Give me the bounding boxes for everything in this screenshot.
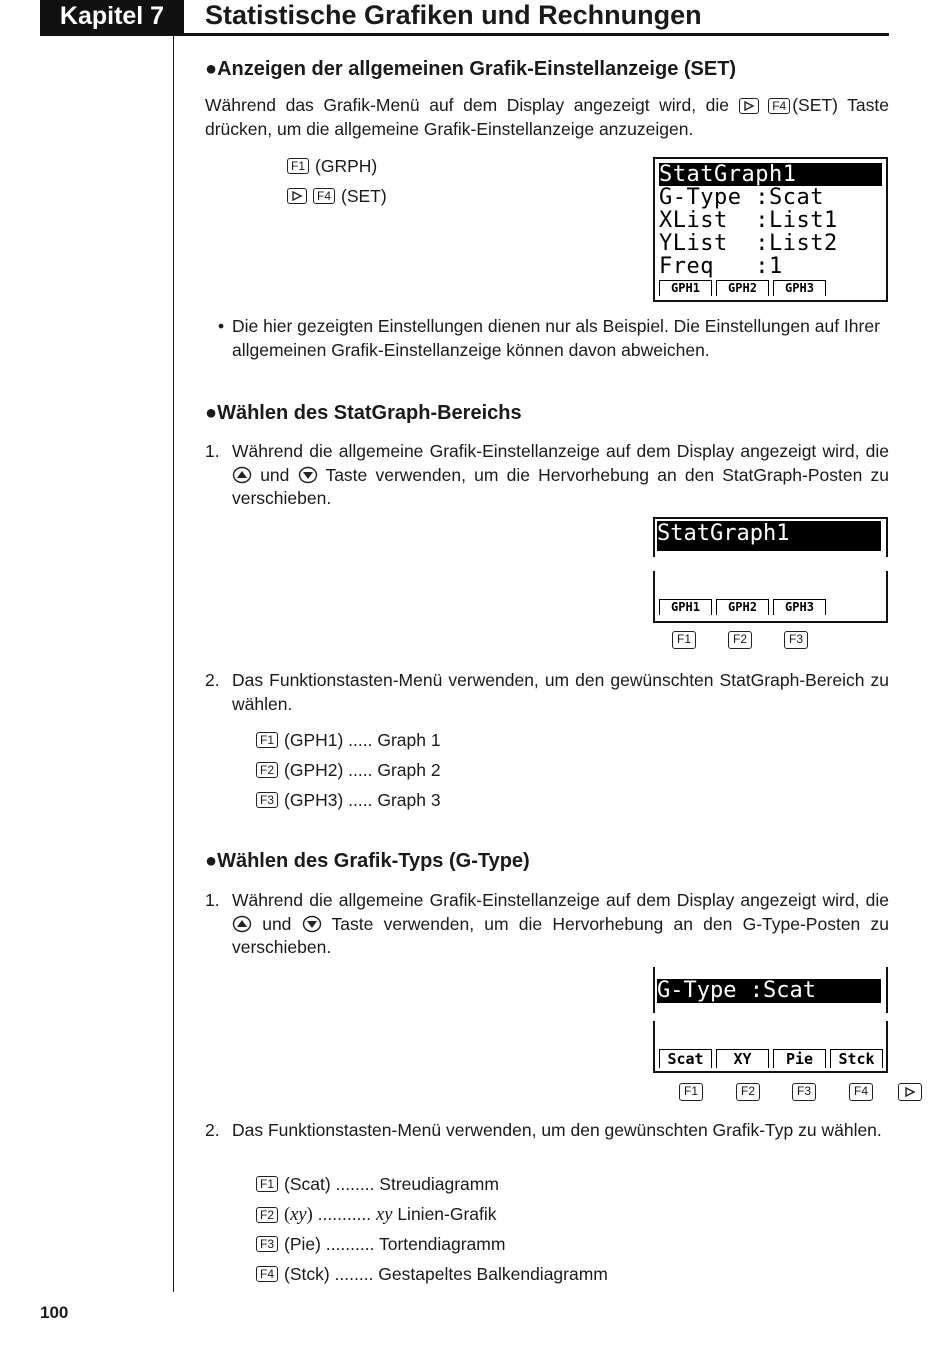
step-text-a: Während die allgemeine Grafik-Einstellanzeige auf dem Display angezeigt wird, die xyxy=(232,441,889,461)
f3-key-icon: F3 xyxy=(792,1083,816,1101)
down-arrow-key-icon xyxy=(302,914,322,934)
calculator-screen-statgraph xyxy=(653,517,888,625)
f2-key-icon: F2 xyxy=(256,762,278,778)
f1-key-icon: F1 xyxy=(287,158,309,174)
step-text-b: Taste verwenden, um die Hervorhebung an den G-Type-Posten zu verschieben. xyxy=(232,913,889,957)
option-gph1 xyxy=(256,729,441,751)
option-text: (Scat) ........ Streudiagramm xyxy=(284,1174,499,1194)
menu-gph2: GPH2 xyxy=(716,599,769,615)
menu-gph1: GPH1 xyxy=(659,599,712,615)
menu-stck: Stck xyxy=(830,1049,883,1068)
option-xy xyxy=(256,1203,497,1226)
heading-gtype: ●Wählen des Grafik-Typs (G-Type) xyxy=(205,850,530,872)
menu-gph2: GPH2 xyxy=(716,280,769,296)
chapter-title: Statistische Grafiken und Rechnungen xyxy=(205,0,702,30)
step-text: Das Funktionstasten-Menü verwenden, um den gewünschten StatGraph-Bereich zu wählen. xyxy=(232,670,889,714)
paragraph-set-text-a: Während das Grafik-Menü auf dem Display angezeigt wird, die xyxy=(205,95,730,115)
step-set-text: (SET) xyxy=(341,186,387,206)
option-text: (Stck) ........ Gestapeltes Balkendiagramm xyxy=(284,1264,608,1284)
f4-key-icon: F4 xyxy=(256,1266,278,1282)
up-arrow-key-icon xyxy=(232,914,252,934)
menu-gph1: GPH1 xyxy=(659,280,712,296)
f3-key-icon: F3 xyxy=(784,631,808,649)
gtype-step-2 xyxy=(205,1119,889,1143)
step-text-and: und xyxy=(262,913,292,934)
step-number: 1. xyxy=(205,441,220,461)
option-gph3 xyxy=(256,789,441,811)
screen-function-menu xyxy=(659,599,826,615)
chapter-label: Kapitel 7 xyxy=(40,0,184,35)
statgraph-step-2 xyxy=(205,669,889,716)
screen-line-gtype: G-Type :Scat xyxy=(657,979,881,1003)
header-rule xyxy=(40,33,889,36)
option-gph2 xyxy=(256,759,441,781)
screen-line-ylist: YList :List2 xyxy=(659,232,838,255)
option-pie xyxy=(256,1233,505,1255)
option-stck xyxy=(256,1263,608,1285)
option-open-paren: ( xyxy=(284,1205,291,1225)
f3-key-icon: F3 xyxy=(256,792,278,808)
note xyxy=(218,315,889,362)
up-arrow-key-icon xyxy=(232,465,252,485)
screen-line-xlist: XList :List1 xyxy=(659,209,838,232)
f4-key-icon: F4 xyxy=(313,188,335,204)
option-xy-italic: xy xyxy=(290,1205,307,1225)
calculator-screen-set xyxy=(653,157,888,302)
f1-key-icon: F1 xyxy=(256,732,278,748)
down-arrow-key-icon xyxy=(298,465,318,485)
step-text-b: Taste verwenden, um die Hervorhebung an den StatGraph-Posten zu verschieben. xyxy=(232,464,889,508)
option-text: (Pie) .......... Tortendiagramm xyxy=(284,1234,506,1254)
heading-statgraph: ●Wählen des StatGraph-Bereichs xyxy=(205,402,522,424)
right-arrow-key-icon xyxy=(739,98,759,114)
screen-line-statgraph: StatGraph1 xyxy=(657,521,881,551)
paragraph-set xyxy=(205,94,889,141)
step-set xyxy=(287,185,387,207)
option-text: (GPH2) ..... Graph 2 xyxy=(284,760,441,780)
f4-key-icon: F4 xyxy=(768,98,790,114)
step-text-and: und xyxy=(260,464,290,485)
page-number: 100 xyxy=(40,1303,69,1322)
step-number: 2. xyxy=(205,670,220,690)
option-text: (GPH3) ..... Graph 3 xyxy=(284,790,441,810)
step-grph xyxy=(287,155,377,177)
f2-key-icon: F2 xyxy=(736,1083,760,1101)
f1-key-icon: F1 xyxy=(679,1083,703,1101)
menu-pie: Pie xyxy=(773,1049,826,1068)
step-text-a: Während die allgemeine Grafik-Einstellanzeige auf dem Display angezeigt wird, die xyxy=(232,890,889,910)
step-number: 2. xyxy=(205,1120,220,1140)
menu-gph3: GPH3 xyxy=(773,280,826,296)
note-bullet: • xyxy=(218,316,225,336)
screen-line-statgraph: StatGraph1 xyxy=(659,163,882,186)
screen-function-menu xyxy=(659,1049,883,1068)
menu-gph3: GPH3 xyxy=(773,599,826,615)
step-number: 1. xyxy=(205,890,220,910)
f3-key-icon: F3 xyxy=(256,1236,278,1252)
gtype-step-1 xyxy=(205,889,889,960)
menu-xy: XY xyxy=(716,1049,769,1068)
calculator-screen-gtype xyxy=(653,967,888,1075)
f2-key-icon: F2 xyxy=(256,1207,278,1223)
screen-line-freq: Freq :1 xyxy=(659,255,783,278)
screen-line-gtype: G-Type :Scat xyxy=(659,186,824,209)
option-text: Linien-Grafik xyxy=(397,1204,497,1224)
paragraph-set-text-b: (SET) Taste drücken, um die allgemeine Grafik-Einstellanzeige anzuzeigen. xyxy=(205,95,889,139)
f4-key-icon: F4 xyxy=(849,1083,873,1101)
option-close-paren: ) xyxy=(306,1205,313,1225)
right-arrow-key-icon xyxy=(898,1083,922,1101)
step-text: Das Funktionstasten-Menü verwenden, um den gewünschten Grafik-Typ zu wählen. xyxy=(232,1120,882,1140)
option-scat xyxy=(256,1173,499,1195)
screen-function-menu xyxy=(659,280,826,296)
f1-key-icon: F1 xyxy=(256,1176,278,1192)
note-text: Die hier gezeigten Einstellungen dienen nur als Beispiel. Die Einstellungen auf Ihrer allgemeinen Grafik-Einstellanzeige können davon abweichen. xyxy=(232,316,880,360)
option-dots: ........... xyxy=(317,1204,372,1224)
heading-set: ●Anzeigen der allgemeinen Grafik-Einstellanzeige (SET) xyxy=(205,58,737,80)
option-xy-italic-2: xy xyxy=(376,1205,393,1225)
step-grph-text: (GRPH) xyxy=(315,156,378,176)
menu-scat: Scat xyxy=(659,1049,712,1068)
f2-key-icon: F2 xyxy=(728,631,752,649)
f1-key-icon: F1 xyxy=(672,631,696,649)
margin-rule xyxy=(173,36,174,1292)
option-text: (GPH1) ..... Graph 1 xyxy=(284,730,441,750)
right-arrow-key-icon xyxy=(287,188,307,204)
statgraph-step-1 xyxy=(205,440,889,511)
